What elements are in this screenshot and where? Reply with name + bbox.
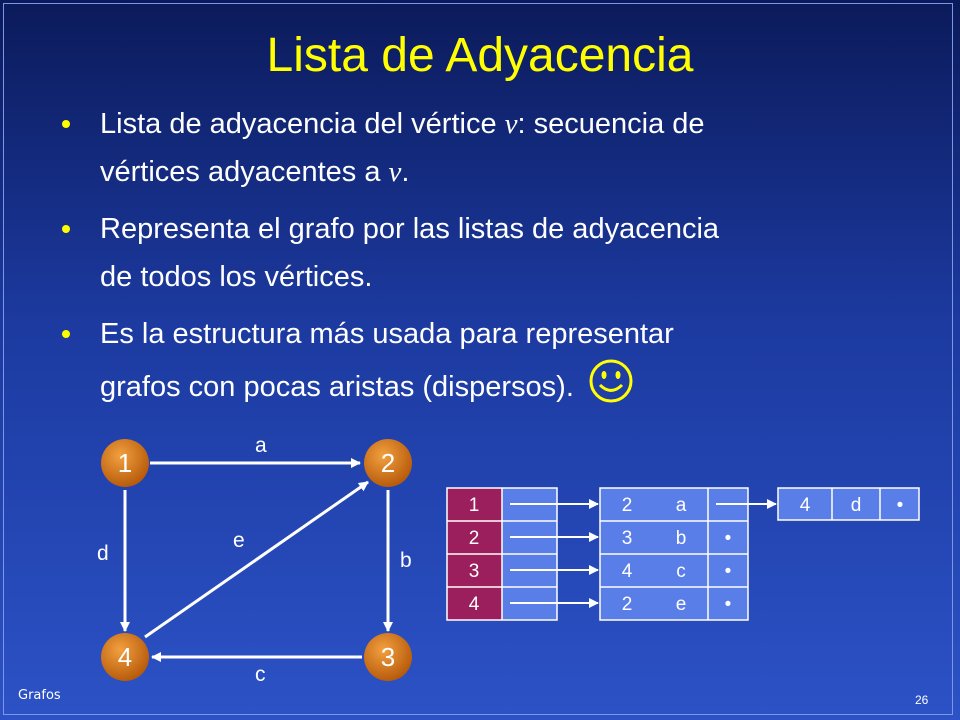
bullet-1-line-1: Lista de adyacencia del vértice v: secuencia de <box>100 108 705 140</box>
vertex-cell-4: 4 <box>468 594 480 615</box>
list-node-4-edge: e <box>675 594 687 615</box>
vertex-cell-1: 1 <box>468 495 480 516</box>
second-list-node <box>778 488 919 520</box>
slide-title: Lista de Adyacencia <box>266 29 694 82</box>
null-marker-4: • <box>724 594 732 615</box>
bullet-2-line-1: Representa el grafo por las listas de adyacencia <box>100 213 720 245</box>
graph-edges <box>125 463 388 657</box>
list-node-2-vertex: 3 <box>621 528 633 549</box>
bullet-3-line-2: grafos con pocas aristas (dispersos). <box>100 358 920 419</box>
footer-section-label: Grafos <box>18 688 61 703</box>
edge-label-d: d <box>97 542 109 565</box>
page-number: 26 <box>915 693 929 707</box>
node-label: 2 <box>380 448 396 478</box>
graph-node-4 <box>101 633 149 681</box>
list-node-5-edge: d <box>850 495 862 516</box>
graph-node-1 <box>101 439 149 487</box>
node-label: 1 <box>117 448 133 478</box>
vertex-cell-3: 3 <box>468 561 480 582</box>
vertex-cell-2: 2 <box>468 528 480 549</box>
null-marker-5: • <box>896 495 904 516</box>
graph-node-3 <box>364 633 412 681</box>
graph-node-2 <box>364 439 412 487</box>
list-node-1-edge: a <box>675 495 687 516</box>
edge-label-b: b <box>400 549 412 572</box>
list-node-5-vertex: 4 <box>799 495 811 516</box>
list-node-3-edge: c <box>676 561 686 582</box>
node-label: 4 <box>117 642 133 672</box>
list-node-1-vertex: 2 <box>621 495 633 516</box>
bullet-1-line-2: vértices adyacentes a v. <box>100 156 410 188</box>
edge-label-c: c <box>255 663 266 686</box>
null-marker-3: • <box>724 561 732 582</box>
null-marker-2: • <box>724 528 732 549</box>
edge-label-e: e <box>233 529 245 552</box>
list-node-3-vertex: 4 <box>621 561 633 582</box>
vertex-array <box>447 488 557 620</box>
list-node-2-edge: b <box>675 528 687 549</box>
edge-label-a: a <box>255 434 267 457</box>
bullet-2-line-2: de todos los vértices. <box>100 261 373 293</box>
list-node-4-vertex: 2 <box>621 594 633 615</box>
node-label: 3 <box>380 642 396 672</box>
first-list-nodes <box>600 488 748 620</box>
edge-e <box>145 482 368 637</box>
bullet-3-line-1: Es la estructura más usada para representar <box>100 318 674 350</box>
